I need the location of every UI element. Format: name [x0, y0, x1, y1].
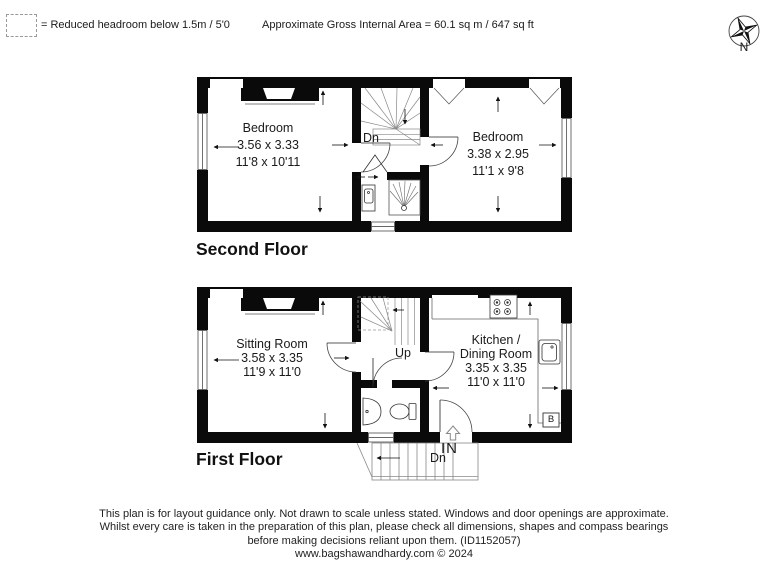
bifold-door-shower	[363, 155, 387, 172]
toilet-cistern	[409, 404, 416, 420]
fireplace	[263, 298, 295, 309]
wc-fixtures	[363, 398, 416, 425]
gross-internal-area-label: Approximate Gross Internal Area = 60.1 sq m / 647 sq ft	[262, 19, 534, 31]
room-name-line2: Dining Room	[459, 347, 533, 361]
external-stairs-down-label: Dn	[430, 451, 446, 465]
boiler-label: B	[547, 414, 555, 425]
reduced-headroom-legend-label: = Reduced headroom below 1.5m / 5'0	[41, 19, 230, 31]
room-dims-imperial: 11'1 x 9'8	[472, 164, 524, 178]
room-name: Bedroom	[242, 121, 294, 135]
stove	[490, 295, 517, 318]
dormer-slope-lines	[434, 88, 559, 104]
in-arrow-icon	[447, 426, 460, 440]
room-label-bedroom-left	[208, 120, 328, 171]
disclaimer-line-1: This plan is for layout guidance only. Not drawn to scale unless stated. Windows and door openings are approximate.	[99, 508, 669, 520]
window-right	[561, 323, 572, 390]
shower-head	[402, 206, 407, 211]
room-label-bedroom-right	[438, 129, 558, 180]
second-floor-title: Second Floor	[196, 239, 308, 259]
room-dims-metric: 3.38 x 2.95	[467, 147, 529, 161]
room-name: Sitting Room	[236, 337, 308, 351]
window-left	[197, 330, 208, 390]
window-left	[197, 113, 208, 170]
entrance-label: IN	[441, 440, 458, 457]
disclaimer	[0, 508, 768, 562]
toilet-bowl	[390, 404, 409, 419]
stairs-up-label: Up	[395, 346, 411, 360]
fireplace	[263, 88, 295, 99]
window-right	[561, 118, 572, 178]
room-dims-imperial: 11'8 x 10'11	[235, 155, 301, 169]
credit-line: www.bagshawandhardy.com © 2024	[295, 548, 473, 561]
room-label-kitchen-dining	[436, 333, 556, 389]
room-dims-imperial: 11'9 x 11'0	[243, 365, 301, 379]
compass-north-label: N	[739, 40, 749, 54]
room-dims-imperial: 11'0 x 11'0	[467, 375, 525, 389]
shower-room-fixtures	[362, 180, 420, 215]
reduced-headroom-swatch	[6, 14, 37, 37]
room-name: Bedroom	[472, 130, 524, 144]
door-arc-entry	[440, 400, 472, 432]
stairs-down-label: Dn	[363, 131, 379, 145]
room-dims-metric: 3.56 x 3.33	[237, 138, 299, 152]
disclaimer-line-2: Whilst every care is taken in the preparation of this plan, please check all dimensions, shapes and compass bearings	[99, 521, 669, 534]
window-wc	[368, 432, 394, 443]
external-steps	[357, 443, 478, 480]
room-name-line1: Kitchen /	[471, 333, 521, 347]
room-dims-metric: 3.58 x 3.35	[241, 351, 303, 365]
room-dims-metric: 3.35 x 3.35	[465, 361, 527, 375]
door-arc-bedroom-left	[361, 143, 390, 172]
room-label-sitting-room	[212, 337, 332, 379]
disclaimer-line-3: before making decisions reliant upon them. (ID1152057)	[247, 534, 521, 547]
first-floor-title: First Floor	[196, 449, 283, 469]
window-shower	[371, 221, 395, 232]
stairs-up	[358, 297, 415, 345]
